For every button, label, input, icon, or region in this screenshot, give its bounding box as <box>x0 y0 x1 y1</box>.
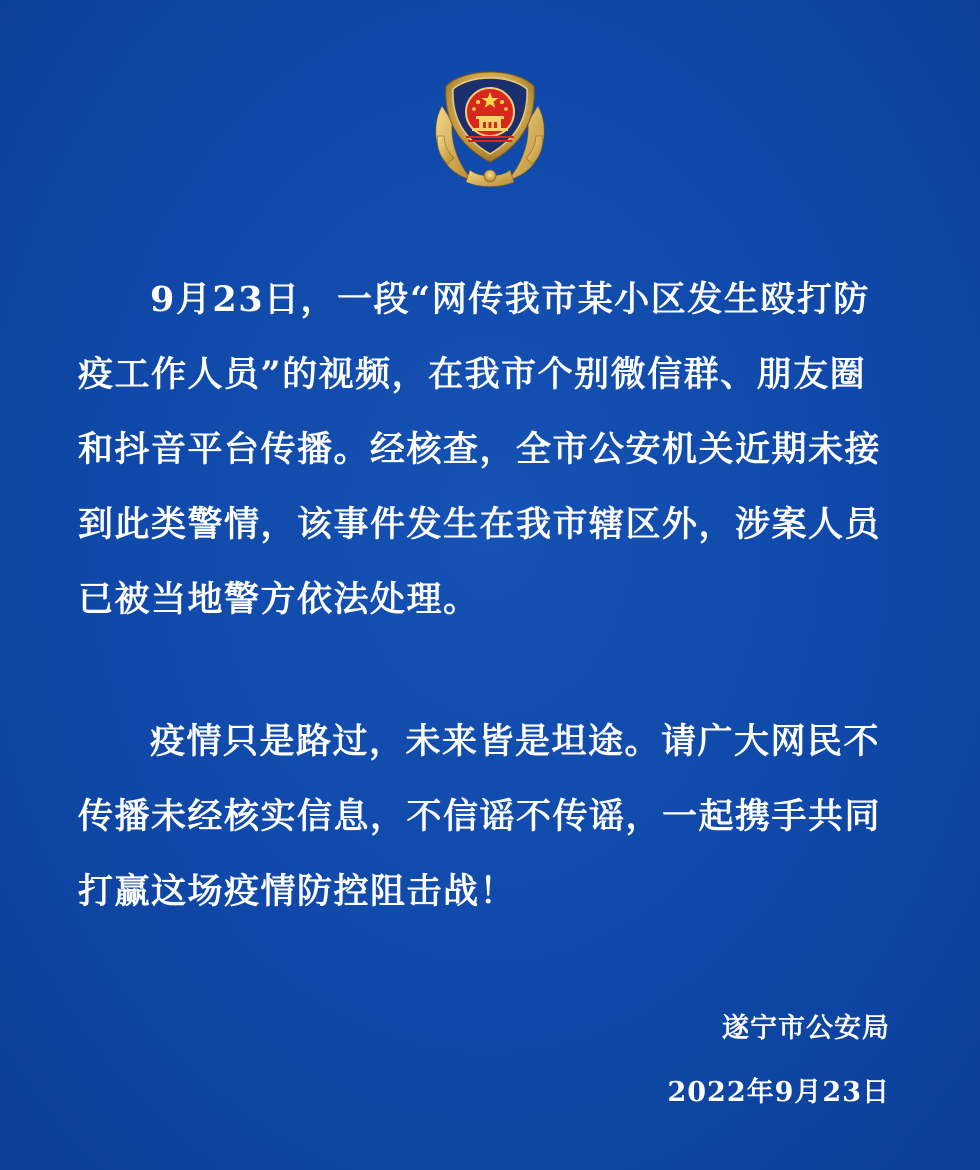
police-emblem-icon <box>430 66 550 190</box>
issue-date: 2022年9月23日 <box>667 1077 890 1108</box>
notice-paragraph-2: 疫情只是路过，未来皆是坦途。请广大网民不传播未经核实信息，不信谣不传谣，一起携手共同打赢这场疫情防控阻击战！ <box>78 721 882 912</box>
notice-paragraph-1: 9月23日，一段“网传我市某小区发生殴打防疫工作人员”的视频，在我市个别微信群、朋友圈和抖音平台传播。经核查，全市公安机关近期未接到此类警情，该事件发生在我市辖区外，涉案人员已被当地警方依法处理。 <box>78 279 882 620</box>
issuer-name: 遂宁市公安局 <box>722 1013 890 1044</box>
